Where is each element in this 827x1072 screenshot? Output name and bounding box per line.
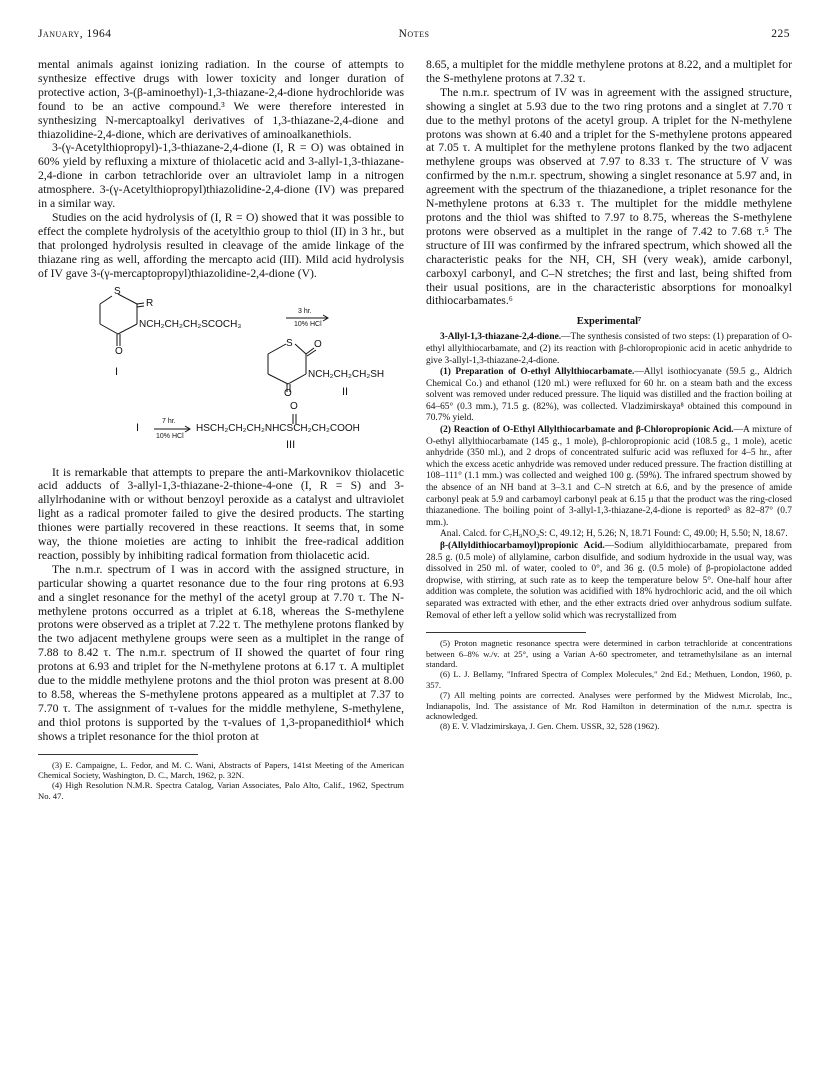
footnote: (8) E. V. Vladzimirskaya, J. Gen. Chem. USSR, 32, 528 (1962). — [440, 721, 660, 732]
experimental-section — [426, 332, 792, 622]
experimental-paragraph — [426, 332, 792, 367]
paragraph: Studies on the acid hydrolysis of (I, R = O) showed that it was possible to effect the complete hydrolysis of the acetylthio group to thiol (II) in 3 hr., but that prolonged hydrolysis resulted in cleavage of the amide linkage of the thiazane ring as well, affording the mercapto acid (III). Mild acid hydrolysis of IV gave 3-(γ-mercaptopropyl)thiazolidine-2,4-dione (V). — [38, 210, 404, 280]
paragraph: 8.65, a multiplet for the middle methylene protons at 8.22, and a multiplet for the S-methylene protons at 7.32 τ. — [426, 58, 792, 85]
procedure-text: —A mixture of O-ethyl allylthiocarbamate (145 g., 1 mole), β-chloropropionic acid (108.5 g., 1 mole), acetic anhydride (350 ml.), and 2 drops of concentrated sulfuric acid was refluxed for 4–5 hr., after which the excess acetic anhydride was removed under reduced pressure. The fraction distilling at 108–111° (1.1 mm.) was collected and weighed 100 g. (59%). The infrared spectrum showed by the absence of an NH band at 3–3.1 and C–N stretch at 6.6, and by the presence of amide carbonyl peak at 5.9 and carbamoyl carbonyl peak at 6.15 μ that the product was the ring-closed thiazanedione. The boiling point of 3-allyl-1,3-thiazane-2,4-dione is reported³ as 82–87° (0.7 mm.). — [426, 425, 792, 528]
section-heading-experimental: Experimental⁷ — [576, 316, 642, 328]
paragraph: 3-(γ-Acetylthiopropyl)-1,3-thiazane-2,4-dione (I, R = O) was obtained in 60% yield by refluxing a mixture of thiolacetic acid and 3-allyl-1,3-thiazane-2,4-dione in carbon tetrachloride over an ultraviolet lamp in a nitrogen atmosphere. 3-(γ-Acetylthiopropyl)thiazolidine-2,4-dione (IV) was prepared in a similar way. — [38, 141, 404, 211]
carbonyl-oxygen-label: O — [115, 345, 123, 357]
paragraph: It is remarkable that attempts to prepare the anti-Markovnikov thiolacetic acid adducts of 3-allyl-1,3-thiazane-2-thione-4-one (I, R = S) and 3-allylrhodanine with or without benzoyl peroxide as a catalyst and ultraviolet light as a radical promoter failed to give the desired products. The starting thiones were partially recovered in these reactions. It seems that, in some way, the thione moieties are acting to inhibit the free-radical addition reaction, possibly by inhibiting radical formation from thiolacetic acid. — [38, 465, 404, 562]
reaction-scheme-2 — [38, 398, 404, 456]
sulfur-atom-label: S — [114, 285, 121, 297]
footnote-divider — [426, 632, 586, 633]
procedure-text: —The synthesis consisted of two steps: (1) preparation of O-ethyl allylthiocarbamate, and (2) its reaction with β-chloropropionic acid in acetic anhydride to give 3-allyl-1,3-thiazane-2,4-dione. — [426, 332, 792, 366]
footnotes-left — [38, 760, 404, 802]
side-chain-formula: NCH₂CH₂CH₂SCOCH₃ — [139, 318, 242, 330]
running-header — [38, 28, 790, 44]
footnote: (4) High Resolution N.M.R. Spectra Catalog, Varian Associates, Palo Alto, Calif., 1962, Spectrum No. 47. — [38, 780, 404, 801]
procedure-title: (1) Preparation of O-ethyl Allylthiocarbamate. — [440, 367, 635, 378]
side-chain-formula: NCH₂CH₂CH₂SH — [308, 368, 385, 380]
header-section: Notes — [398, 28, 430, 40]
paragraph: The n.m.r. spectrum of IV was in agreement with the assigned structure, showing a singlet at 5.93 due to the two ring protons and a singlet at 7.70 τ due to the methyl protons of the acetyl group. A triplet for the N-methylene protons was shown at 6.40 and a triplet for the S-methylene protons appeared at 7.05 τ. A multiplet for the methylene protons flanked by the two adjacent methylene groups was observed at 7.97 to 8.33 τ. The structure of V was confirmed by the n.m.r. spectrum, showing a singlet resonance at 5.97 and, in agreement with the spectrum of the thiazanedione, a triplet resonance for the N-methylene protons at 6.33 τ. The multiplet for the middle methylene protons and the thiol was shifted to 7.97 to 8.75, whereas the S-methylene protons were observed as a multiplet in the range of 7.42 to 7.68 τ.⁵ The structure of III was confirmed by the infrared spectrum, which showed all the characteristic peaks for the NH, CH, SH (very weak), amide carbonyl, carboxyl carbonyl, and C–N stretches; the first and last, being shifted from their usual positions, are in the characteristic absorptions for monoalkyl dithiocarbamates.⁶ — [426, 85, 792, 308]
reaction-time: 7 hr. — [162, 417, 176, 425]
experimental-paragraph — [426, 425, 792, 529]
procedure-text: —Sodium allyldithiocarbamate, prepared from 28.5 g. (0.5 mole) of allylamine, carbon disulfide, and sodium hydroxide in the usual way, was dissolved in 250 ml. of water, cooled to 0°, and 36 g. (0.5 mole) of β-propiolactone added dropwise, with stirring, at such rate as to keep the temperature below 5°. One-half hour after addition was complete, the solution was acidified with 18% hydrochloric acid, and the oil which separated was extracted with ether, and the ether extracts dried over anhydrous sodium sulfate. Removal of ether left a yellow solid which was recrystallized from — [426, 541, 792, 621]
compound-label: II — [342, 385, 349, 398]
compound-label: III — [286, 438, 296, 451]
footnotes-right — [426, 638, 792, 732]
elemental-analysis: Anal. Calcd. for C₇H₉NO₂S: C, 49.12; H, 5.26; N, 18.71 Found: C, 49.00; H, 5.50; N, 18.67. — [440, 529, 788, 540]
compound-label: I — [136, 421, 140, 434]
reaction-time: 3 hr. — [298, 307, 312, 315]
reaction-scheme-1 — [38, 285, 404, 399]
experimental-paragraph — [426, 541, 792, 622]
footnote-divider — [38, 754, 198, 755]
procedure-text: —Allyl isothiocyanate (59.5 g., Aldrich Chemical Co.) and ethanol (120 ml.) were refluxed for 60 hr. on a steam bath and the excess solvent was removed under reduced pressure. The liquid was distilled and the fraction boiling at 64–65° (0.3 mm.), 71.5 g. (82%), was collected. Vladzimirskaya⁸ obtained this compound in 70.7% yield. — [426, 367, 792, 424]
page-number: 225 — [771, 28, 790, 40]
footnote: (7) All melting points are corrected. Analyses were performed by the Midwest Microlab, Inc., Indianapolis, Ind. The assistance of Mr. Rod Hamilton in determination of the n.m.r. spectra is acknowledged. — [426, 690, 792, 721]
compound-label: I — [115, 365, 119, 378]
footnote: (3) E. Campaigne, L. Fedor, and M. C. Wani, Abstracts of Papers, 141st Meeting of the American Chemical Society, Washington, D. C., March, 1962, p. 32N. — [38, 759, 404, 781]
sulfur-atom-label: S — [286, 337, 293, 349]
header-date: January, 1964 — [38, 28, 112, 40]
reagent-condition: 10% HCl — [156, 432, 184, 440]
footnote: (6) L. J. Bellamy, "Infrared Spectra of Complex Molecules," 2nd Ed.; Methuen, London, 1960, p. 357. — [426, 669, 792, 690]
procedure-title: β-(Allyldithiocarbamoyl)propionic Acid. — [440, 541, 605, 551]
product-formula: HSCH₂CH₂CH₂NHCSCH₂CH₂COOH — [196, 422, 360, 434]
carbonyl-oxygen-label: O — [314, 338, 322, 350]
carbonyl-oxygen-label: O — [284, 387, 292, 399]
paragraph: The n.m.r. spectrum of I was in accord with the assigned structure, in particular showing a quartet resonance due to the four ring protons at 6.93 and a singlet resonance for the methyl of the acetyl group at 7.70 τ. The N-methylene protons occurred as a triplet at 6.18, whereas the S-methylene protons were observed as a triplet at 7.22 τ. The methylene protons flanked by the two adjacent methylene groups were seen as a multiplet in the range of 7.88 to 8.42 τ. The n.m.r. spectrum of II showed the quartet of four ring protons at 6.93 and triplet for the N-methylene protons at 6.17 τ. A multiplet due to the middle methylene protons and the thiol proton was present at 8.00 to 8.58, whereas the S-methylene protons appeared as a multiplet at 7.37 to 7.70 τ. The assignment of τ-values for the middle methylene, S-methylene, and thiol protons is supported by the τ-values of 1,3-propanedithiol⁴ which shows a triplet resonance for the thiol proton at — [38, 562, 404, 743]
r-group-label: R — [146, 297, 154, 309]
carbonyl-oxygen-label: O — [290, 400, 298, 412]
right-column — [426, 58, 792, 732]
procedure-title: (2) Reaction of O-Ethyl Allylthiocarbamate and β-Chloropropionic Acid. — [440, 425, 734, 436]
footnote: (5) Proton magnetic resonance spectra were determined in carbon tetrachloride at concentrations between 6–8% w./v. at 25°, using a Varian A-60 spectrometer, and tetramethylsilane as an internal standard. — [426, 638, 792, 669]
paragraph: mental animals against ionizing radiation. In the course of attempts to synthesize effective drugs with lower toxicity and longer duration of protective action, 3-(β-aminoethyl)-1,3-thiazane-2,4-dione hydrochloride was found to be an active compound.³ We were therefore interested in synthesizing N-mercaptoalkyl derivatives of 1,3-thiazane-2,4-dione and thiazolidine-2,4-dione, which are derivatives of aminoalkanethiols. — [38, 58, 404, 141]
experimental-paragraph — [426, 367, 792, 425]
reagent-condition: 10% HCl — [294, 320, 322, 328]
procedure-title: 3-Allyl-1,3-thiazane-2,4-dione. — [440, 332, 562, 343]
left-column — [38, 58, 404, 801]
